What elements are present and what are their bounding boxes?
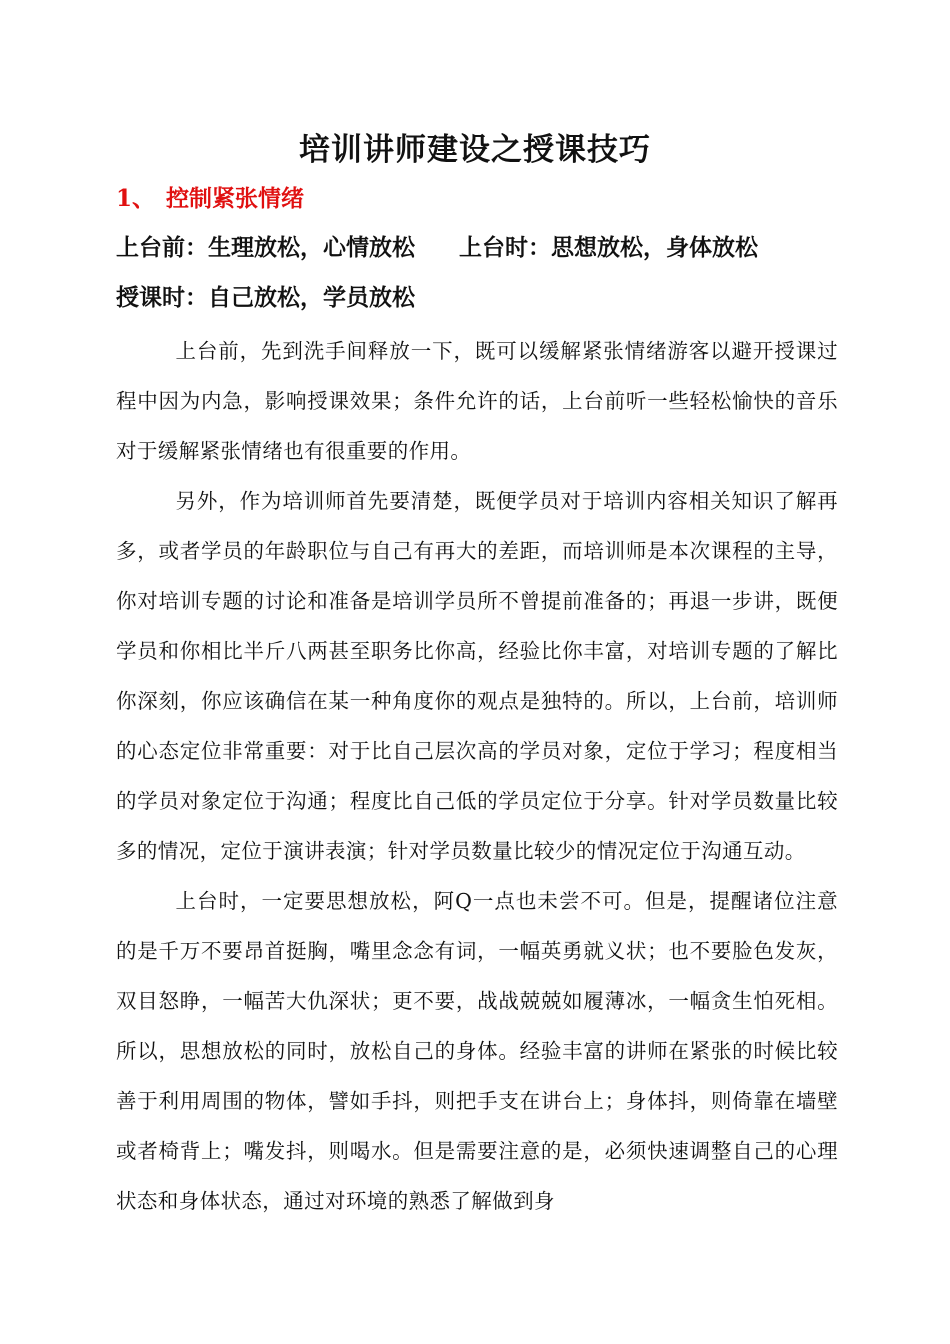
paragraph-1: 上台前，先到洗手间释放一下，既可以缓解紧张情绪游客以避开授课过程中因为内急，影响授课效果；条件允许的话，上台前听一些轻松愉快的音乐对于缓解紧张情绪也有很重要的作用。	[116, 339, 838, 463]
document-title: 培训讲师建设之授课技巧	[299, 132, 651, 168]
subheading-on-stage: 上台时：思想放松，身体放松	[459, 234, 758, 261]
body-text	[116, 326, 838, 1226]
subheading-teaching: 授课时：自己放松，学员放松	[116, 284, 415, 311]
section-number: 1、	[116, 185, 156, 212]
section-title: 控制紧张情绪	[166, 185, 304, 212]
subheading-row-2	[116, 281, 415, 315]
subheading-before-stage: 上台前：生理放松，心情放松	[116, 234, 415, 261]
subheading-row-1	[116, 231, 758, 265]
paragraph-3: 上台时，一定要思想放松，阿Q一点也未尝不可。但是，提醒诸位注意的是千万不要昂首挺胸，嘴里念念有词，一幅英勇就义状；也不要脸色发灰，双目怒睁，一幅苦大仇深状；更不要，战战兢兢如履薄冰，一幅贪生怕死相。所以，思想放松的同时，放松自己的身体。经验丰富的讲师在紧张的时候比较善于利用周围的物体，譬如手抖，则把手支在讲台上；身体抖，则倚靠在墙壁或者椅背上；嘴发抖，则喝水。但是需要注意的是，必须快速调整自己的心理状态和身体状态，通过对环境的熟悉了解做到身	[116, 889, 838, 1213]
paragraph-2: 另外，作为培训师首先要清楚，既便学员对于培训内容相关知识了解再多，或者学员的年龄职位与自己有再大的差距，而培训师是本次课程的主导，你对培训专题的讨论和准备是培训学员所不曾提前准备的；再退一步讲，既便学员和你相比半斤八两甚至职务比你高，经验比你丰富，对培训专题的了解比你深刻，你应该确信在某一种角度你的观点是独特的。所以，上台前，培训师的心态定位非常重要：对于比自己层次高的学员对象，定位于学习；程度相当的学员对象定位于沟通；程度比自己低的学员定位于分享。针对学员数量比较多的情况，定位于演讲表演；针对学员数量比较少的情况定位于沟通互动。	[116, 489, 838, 863]
section-heading	[116, 182, 304, 216]
